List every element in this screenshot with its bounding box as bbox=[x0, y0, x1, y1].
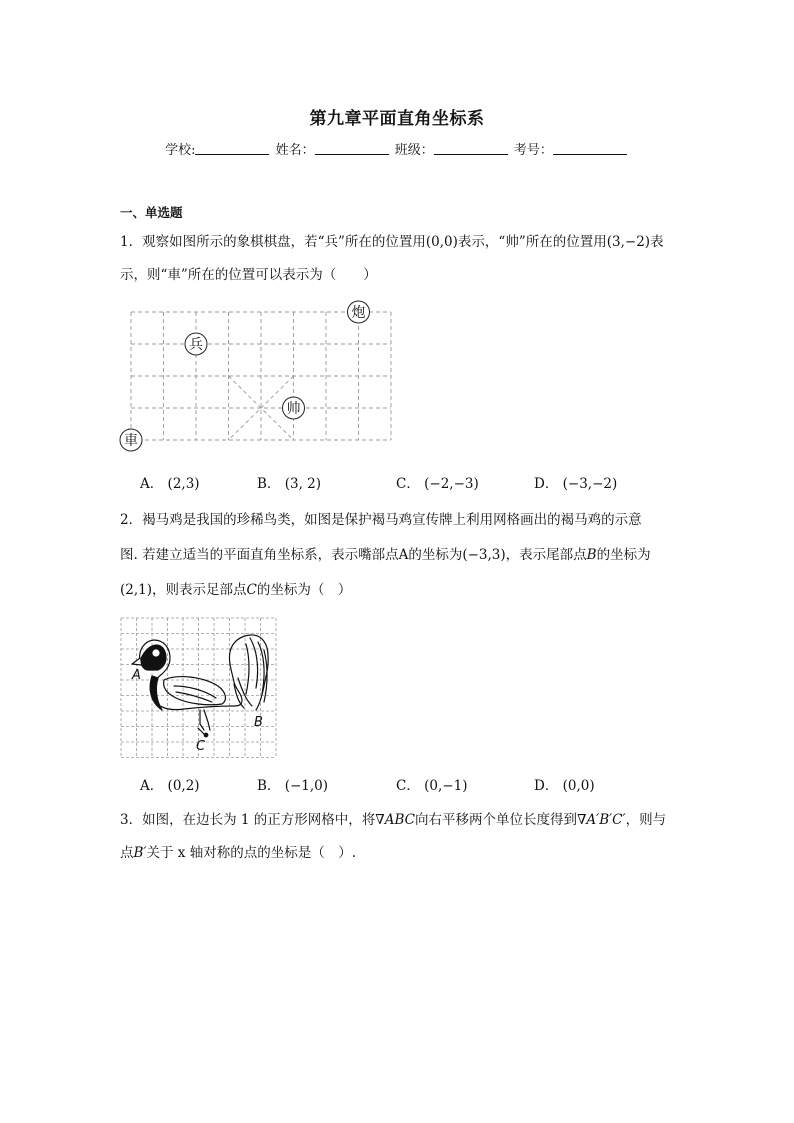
question-2-line-3: (2,1)，则表示足部点C的坐标为（ ） bbox=[120, 582, 352, 598]
piece-shuai bbox=[283, 397, 305, 419]
bird-tail-lower bbox=[234, 678, 252, 708]
q1-option-d[interactable]: D． (−3,−2) bbox=[534, 476, 618, 492]
number-label: 考号： bbox=[513, 143, 553, 158]
piece-pao bbox=[348, 301, 370, 323]
bird-eye bbox=[153, 650, 159, 656]
q1-option-c[interactable]: C． (−2,−3) bbox=[396, 476, 479, 492]
chessboard-grid bbox=[131, 312, 391, 440]
school-blank[interactable] bbox=[195, 142, 269, 155]
svg-text:兵: 兵 bbox=[189, 337, 203, 353]
bird-wing bbox=[164, 677, 226, 705]
number-blank[interactable] bbox=[553, 142, 627, 155]
svg-text:車: 車 bbox=[124, 433, 138, 449]
point-c-label: C bbox=[246, 582, 257, 598]
question-1-text bbox=[120, 226, 680, 292]
q2-option-c[interactable]: C． (0,−1) bbox=[396, 778, 468, 794]
chessboard-figure bbox=[110, 298, 400, 458]
svg-text:帅: 帅 bbox=[286, 401, 301, 417]
bird-drawing bbox=[132, 635, 268, 737]
label-b: B bbox=[254, 715, 263, 730]
coord-b: (2,1) bbox=[120, 582, 153, 598]
question-3-text bbox=[120, 804, 680, 870]
question-1-line-2: 示，则“車”所在的位置可以表示为（ ） bbox=[120, 267, 377, 283]
svg-text:炮: 炮 bbox=[351, 305, 366, 321]
question-2-text bbox=[120, 503, 680, 608]
point-b-prime: B′ bbox=[133, 845, 147, 861]
class-label: 班级： bbox=[394, 143, 434, 158]
question-2-line-1: 2．褐马鸡是我国的珍稀鸟类，如图是保护褐马鸡宣传牌上利用网格画出的褐马鸡的示意 bbox=[120, 512, 642, 528]
question-1-line-1: 1．观察如图所示的象棋棋盘，若“兵”所在的位置用(0,0)表示，“帅”所在的位置用(3,−2)表 bbox=[120, 234, 664, 250]
bird-foot-point bbox=[204, 733, 208, 737]
name-blank[interactable] bbox=[315, 142, 389, 155]
piece-ju bbox=[120, 429, 142, 451]
section-title: 一、单选题 bbox=[120, 205, 183, 220]
q2-option-b[interactable]: B． (−1,0) bbox=[257, 778, 329, 794]
question-2-line-2: 图. 若建立适当的平面直角坐标系，表示嘴部点A的坐标为(−3,3)，表示尾部点B的坐标为 bbox=[120, 547, 651, 563]
point-b-label: B bbox=[586, 547, 597, 563]
page-title: 第九章平面直角坐标系 bbox=[309, 109, 485, 129]
q1-option-b[interactable]: B． (3, 2) bbox=[257, 476, 322, 492]
coord-a: (−3,3) bbox=[462, 547, 506, 563]
coord-bing: (0,0) bbox=[425, 234, 458, 250]
coord-shuai: (3,−2) bbox=[606, 234, 651, 250]
q2-option-a[interactable]: A． (0,2) bbox=[140, 778, 200, 794]
name-label: 姓名： bbox=[275, 143, 315, 158]
question-3-line-2: 点B′关于 x 轴对称的点的坐标是（ ）. bbox=[120, 845, 356, 861]
q1-option-a[interactable]: A． (2,3) bbox=[140, 476, 200, 492]
school-label: 学校: bbox=[165, 143, 196, 158]
bird-leg bbox=[198, 710, 210, 734]
q2-option-d[interactable]: D． (0,0) bbox=[534, 778, 595, 794]
triangle-abc-prime: ∇A′B′C′ bbox=[576, 812, 626, 828]
label-c: C bbox=[196, 739, 206, 754]
piece-bing bbox=[185, 333, 207, 355]
student-info-line bbox=[0, 139, 794, 158]
label-a: A bbox=[132, 668, 141, 683]
bird-grid bbox=[121, 618, 276, 758]
bird-figure bbox=[118, 614, 280, 762]
triangle-abc: ∇ABC bbox=[375, 812, 415, 828]
bird-tail-feathers bbox=[246, 638, 267, 702]
class-blank[interactable] bbox=[434, 142, 508, 155]
question-3-line-1: 3．如图，在边长为 1 的正方形网格中，将∇ABC向右平移两个单位长度得到∇A′B′C′，则与 bbox=[120, 812, 667, 828]
